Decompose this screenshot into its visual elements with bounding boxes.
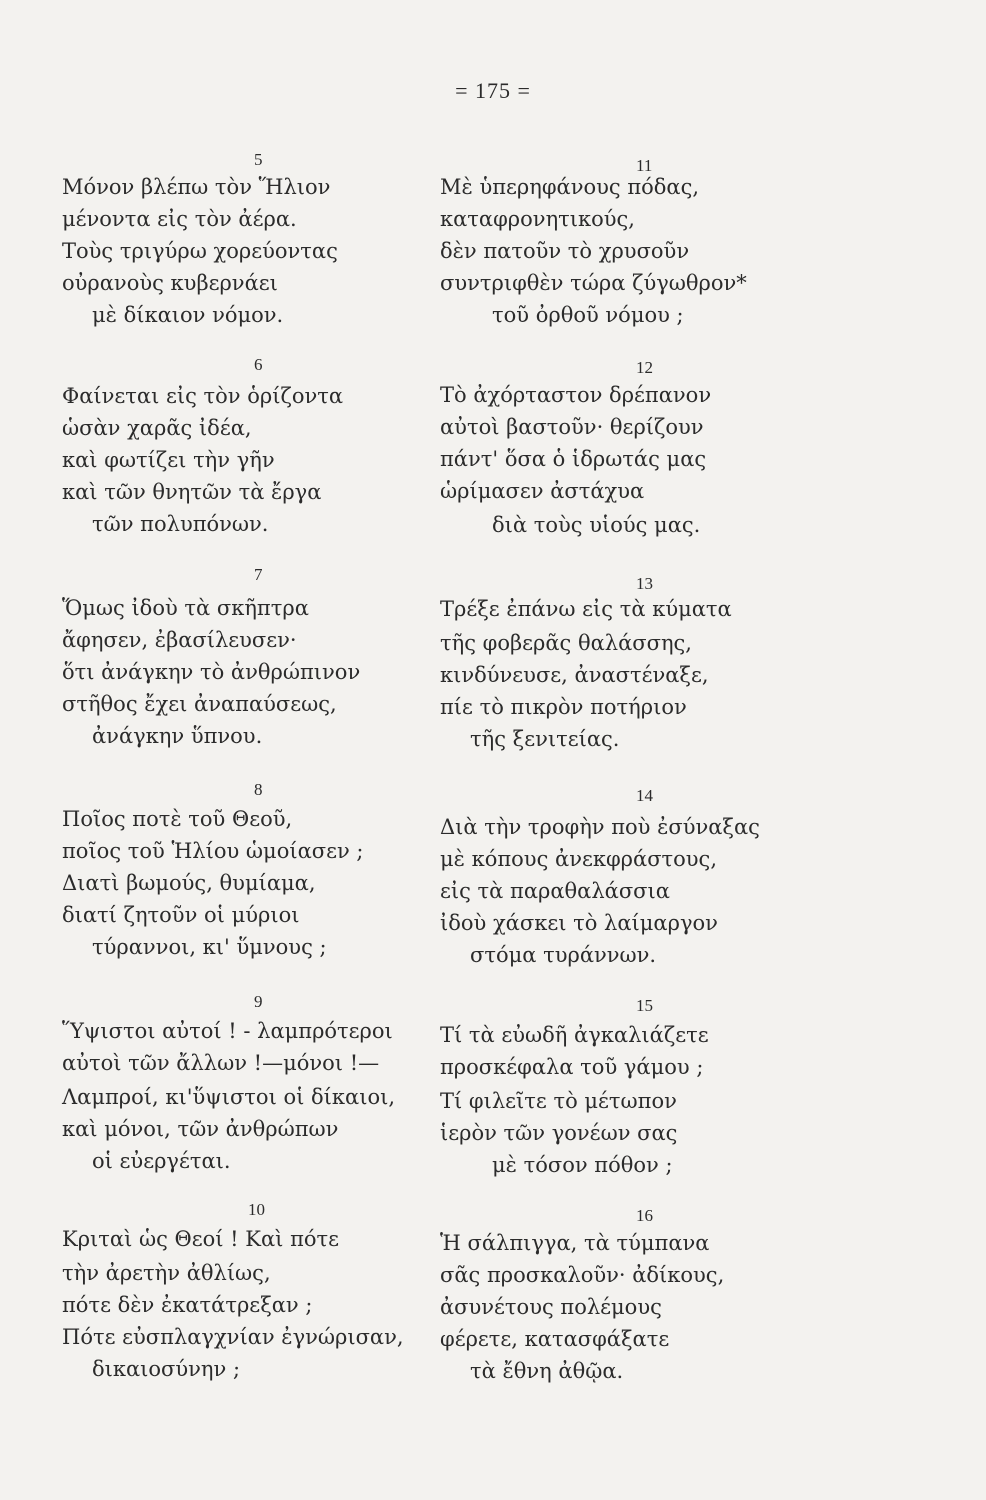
verse-line: τῆς φοβερᾶς θαλάσσης, <box>440 631 692 655</box>
stanza-number: 6 <box>254 355 263 374</box>
verse-line: τὴν ἀρετὴν ἀθλίως, <box>62 1261 271 1285</box>
verse-line: Διὰ τὴν τροφὴν ποὺ ἐσύναξας <box>440 815 760 839</box>
stanza-number: 11 <box>636 156 653 175</box>
stanza-number: 7 <box>254 565 263 584</box>
verse-line: ἄφησεν, ἐβασίλευσεν· <box>62 628 297 652</box>
verse-line: ὡσὰν χαρᾶς ἰδέα, <box>62 416 252 440</box>
stanza-number: 12 <box>636 358 653 377</box>
verse-line: ὡρίμασεν ἀστάχυα <box>440 479 645 503</box>
stanza-number: 8 <box>254 780 263 799</box>
stanza-number: 16 <box>636 1206 653 1225</box>
verse-line: προσκέφαλα τοῦ γάμου ; <box>440 1055 704 1079</box>
verse-line: δὲν πατοῦν τὸ χρυσοῦν <box>440 239 690 263</box>
verse-line: τύραννοι, κι' ὕμνους ; <box>92 935 327 959</box>
verse-line: Τί φιλεῖτε τὸ μέτωπον <box>440 1089 677 1113</box>
verse-line: στόμα τυράννων. <box>470 943 657 967</box>
verse-line: Ὅμως ἰδοὺ τὰ σκῆπτρα <box>62 596 309 620</box>
verse-line: διατί ζητοῦν οἱ μύριοι <box>62 903 300 927</box>
verse-line: κινδύνευσε, ἀναστέναξε, <box>440 663 709 687</box>
verse-line: φέρετε, κατασφάξατε <box>440 1327 670 1351</box>
verse-line: αὐτοὶ τῶν ἄλλων !—μόνοι !— <box>62 1051 380 1075</box>
verse-line: καὶ φωτίζει τὴν γῆν <box>62 448 275 472</box>
verse-line: δικαιοσύνην ; <box>92 1357 241 1381</box>
verse-line: αὐτοὶ βαστοῦν· θερίζουν <box>440 415 704 439</box>
stanza-number: 5 <box>254 150 263 169</box>
verse-line: Τρέξε ἐπάνω εἰς τὰ κύματα <box>440 597 732 621</box>
verse-line: Πότε εὐσπλαγχνίαν ἐγνώρισαν, <box>62 1325 404 1349</box>
verse-line: πότε δὲν ἐκατάτρεξαν ; <box>62 1293 313 1317</box>
stanza-number: 15 <box>636 996 653 1015</box>
verse-line: Ποῖος ποτὲ τοῦ Θεοῦ, <box>62 807 293 831</box>
verse-line: πίε τὸ πικρὸν ποτήριον <box>440 695 687 719</box>
verse-line: μένοντα εἰς τὸν ἀέρα. <box>62 207 297 231</box>
verse-line: συντριφθὲν τώρα ζύγωθρον* <box>440 271 747 295</box>
stanza-number: 10 <box>248 1200 265 1219</box>
verse-line: Φαίνεται εἰς τὸν ὁρίζοντα <box>62 384 344 408</box>
verse-line: μὲ κόπους ἀνεκφράστους, <box>440 847 717 871</box>
verse-line: ποῖος τοῦ Ἡλίου ὡμοίασεν ; <box>62 839 364 863</box>
verse-line: τὰ ἔθνη ἀθῷα. <box>470 1359 624 1383</box>
verse-line: ἀσυνέτους πολέμους <box>440 1295 662 1319</box>
verse-line: μὲ τόσον πόθον ; <box>492 1153 673 1177</box>
verse-line: Τί τὰ εὐωδῆ ἀγκαλιάζετε <box>440 1023 709 1047</box>
verse-line: πάντ' ὅσα ὁ ἱδρωτάς μας <box>440 447 707 471</box>
verse-line: ἰδοὺ χάσκει τὸ λαίμαργον <box>440 911 718 935</box>
verse-line: Τοὺς τριγύρω χορεύοντας <box>62 239 338 263</box>
verse-line: στῆθος ἔχει ἀναπαύσεως, <box>62 692 337 716</box>
verse-line: καὶ τῶν θνητῶν τὰ ἔργα <box>62 480 322 504</box>
verse-line: Μὲ ὑπερηφάνους πόδας, <box>440 175 700 199</box>
verse-line: διὰ τοὺς υἱούς μας. <box>492 513 701 537</box>
verse-line: εἰς τὰ παραθαλάσσια <box>440 879 670 903</box>
verse-line: μὲ δίκαιον νόμον. <box>92 303 284 327</box>
verse-line: Λαμπροί, κι'ὕψιστοι οἱ δίκαιοι, <box>62 1085 395 1109</box>
page-number: = 175 = <box>455 78 531 103</box>
verse-line: σᾶς προσκαλοῦν· ἀδίκους, <box>440 1263 725 1287</box>
verse-line: τοῦ ὀρθοῦ νόμου ; <box>492 303 684 327</box>
verse-line: Τὸ ἀχόρταστον δρέπανον <box>440 383 712 407</box>
verse-line: Κριταὶ ὡς Θεοί ! Καὶ πότε <box>62 1227 340 1251</box>
verse-line: ὅτι ἀνάγκην τὸ ἀνθρώπινον <box>62 660 361 684</box>
verse-line: ἱερὸν τῶν γονέων σας <box>440 1121 678 1145</box>
verse-line: καὶ μόνοι, τῶν ἀνθρώπων <box>62 1117 339 1141</box>
verse-line: καταφρονητικούς, <box>440 207 635 231</box>
verse-line: Ἡ σάλπιγγα, τὰ τύμπανα <box>440 1231 710 1255</box>
verse-line: οἱ εὐεργέται. <box>92 1149 231 1173</box>
verse-line: τῆς ξενιτείας. <box>470 727 620 751</box>
verse-line: Διατὶ βωμούς, θυμίαμα, <box>62 871 316 895</box>
stanza-number: 14 <box>636 786 653 805</box>
verse-line: Μόνον βλέπω τὸν Ἥλιον <box>62 175 331 199</box>
verse-line: ἀνάγκην ὕπνου. <box>92 724 263 748</box>
verse-line: Ὕψιστοι αὐτοί ! - λαμπρότεροι <box>62 1019 393 1043</box>
stanza-number: 13 <box>636 574 653 593</box>
verse-line: οὐρανοὺς κυβερνάει <box>62 271 278 295</box>
verse-line: τῶν πολυπόνων. <box>92 512 269 536</box>
stanza-number: 9 <box>254 992 263 1011</box>
